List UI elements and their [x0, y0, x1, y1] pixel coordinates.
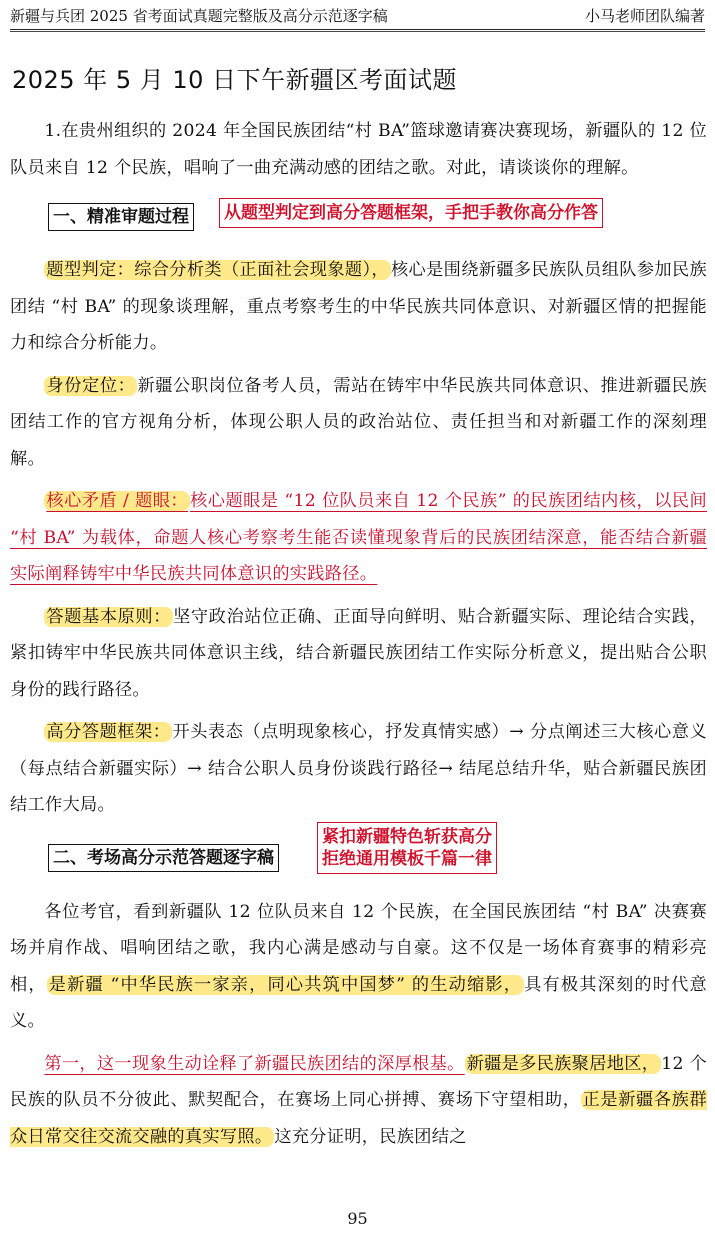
framework-label: 高分答题框架：: [46, 722, 171, 742]
answer-p1-text-a: 各位考官，看到新疆队 12 位队员来自 12 个民族，在全国民族团结 “村 BA” 决赛赛场并肩作战、唱响团结之歌，我内心满是感动与自豪。这不仅是一场体育赛事的精彩亮相，: [10, 901, 707, 995]
document-body: [10, 113, 707, 1161]
answer-p1-text-b: 具有极其深刻的时代意义。: [10, 974, 707, 1031]
answer-paragraph-1: [10, 894, 707, 1040]
principle-paragraph: [10, 599, 707, 709]
type-judgment-text: 核心是围绕新疆多民族队员组队参加民族团结 “村 BA” 的现象谈理解，重点考察考生的中华民族共同体意识、对新疆区情的把握能力和综合分析能力。: [10, 260, 708, 353]
section-1-heading-row: [10, 192, 707, 248]
identity-text: 新疆公职岗位备考人员，需站在铸牢中华民族共同体意识、推进新疆民族团结工作的官方视角分析，体现公职人员的政治站位、责任担当和对新疆工作的深刻理解。: [10, 375, 707, 469]
section-2-callout-line1: 紧扣新疆特色斩获高分: [322, 826, 492, 847]
section-2-callout-line2: 拒绝通用模板千篇一律: [322, 848, 492, 869]
header-left-text: 新疆与兵团 2025 省考面试真题完整版及高分示范逐字稿: [10, 7, 388, 25]
identity-paragraph: [10, 368, 707, 478]
page-header: [10, 4, 705, 30]
answer-p2-text-b: 这充分证明，民族团结之: [274, 1126, 467, 1147]
answer-p2-text-a: 12 个民族的队员不分彼此、默契配合，在赛场上同心拼搏、赛场下守望相助，: [10, 1053, 707, 1110]
answer-p2-red-sentence: 第一，这一现象生动诠释了新疆民族团结的深厚根基。: [44, 1053, 465, 1074]
section-2-callout: [317, 822, 497, 874]
framework-paragraph: [10, 714, 707, 824]
header-divider: [10, 31, 705, 32]
section-1-heading: 一、精准审题过程: [48, 203, 194, 231]
page-title: 2025 年 5 月 10 日下午新疆区考面试题: [12, 66, 458, 94]
answer-p1-highlight: 是新疆 “中华民族一家亲，同心共筑中国梦” 的生动缩影，: [48, 974, 523, 995]
type-judgment-paragraph: [10, 252, 707, 362]
question-paragraph: 1.在贵州组织的 2024 年全国民族团结“村 BA”篮球邀请赛决赛现场，新疆队的 12 位队员来自 12 个民族，唱响了一曲充满动感的团结之歌。对此，请谈谈你的理解。: [10, 121, 707, 178]
header-right-text: 小马老师团队编著: [584, 7, 705, 25]
principle-text: 坚守政治站位正确、正面导向鲜明、贴合新疆实际、理论结合实践，紧扣铸牢中华民族共同体意识主线，结合新疆民族团结工作实际分析意义，提出贴合公职身份的践行路径。: [10, 606, 707, 700]
section-2-heading-row: [10, 826, 707, 890]
framework-text: 开头表态（点明现象核心，抒发真情实感）→ 分点阐述三大核心意义（每点结合新疆实际）→ 结合公职人员身份谈践行路径→ 结尾总结升华，贴合新疆民族团结工作大局。: [10, 722, 707, 815]
section-2-heading: 二、考场高分示范答题逐字稿: [48, 844, 279, 872]
core-conflict-paragraph: [10, 483, 707, 593]
answer-p2-highlight-1: 新疆是多民族聚居地区，: [466, 1053, 660, 1074]
core-conflict-text: 核心题眼是 “12 位队员来自 12 个民族” 的民族团结内核，以民间 “村 BA” 为载体，命题人核心考察考生能否读懂现象背后的民族团结深意，能否结合新疆实际阐释铸牢中华民族共同体意识的实践路径。: [10, 491, 707, 584]
answer-p2-highlight-2: 正是新疆各族群众日常交往交流交融的真实写照。: [10, 1090, 707, 1147]
principle-label: 答题基本原则：: [46, 606, 172, 627]
page-number: 95: [347, 1209, 368, 1228]
identity-label: 身份定位：: [46, 375, 136, 396]
type-judgment-label: 题型判定：综合分析类（正面社会现象题），: [46, 260, 389, 280]
answer-paragraph-2: [10, 1046, 707, 1156]
core-conflict-label: 核心矛盾 / 题眼：: [46, 491, 189, 511]
section-1-callout: 从题型判定到高分答题框架，手把手教你高分作答: [219, 198, 603, 228]
